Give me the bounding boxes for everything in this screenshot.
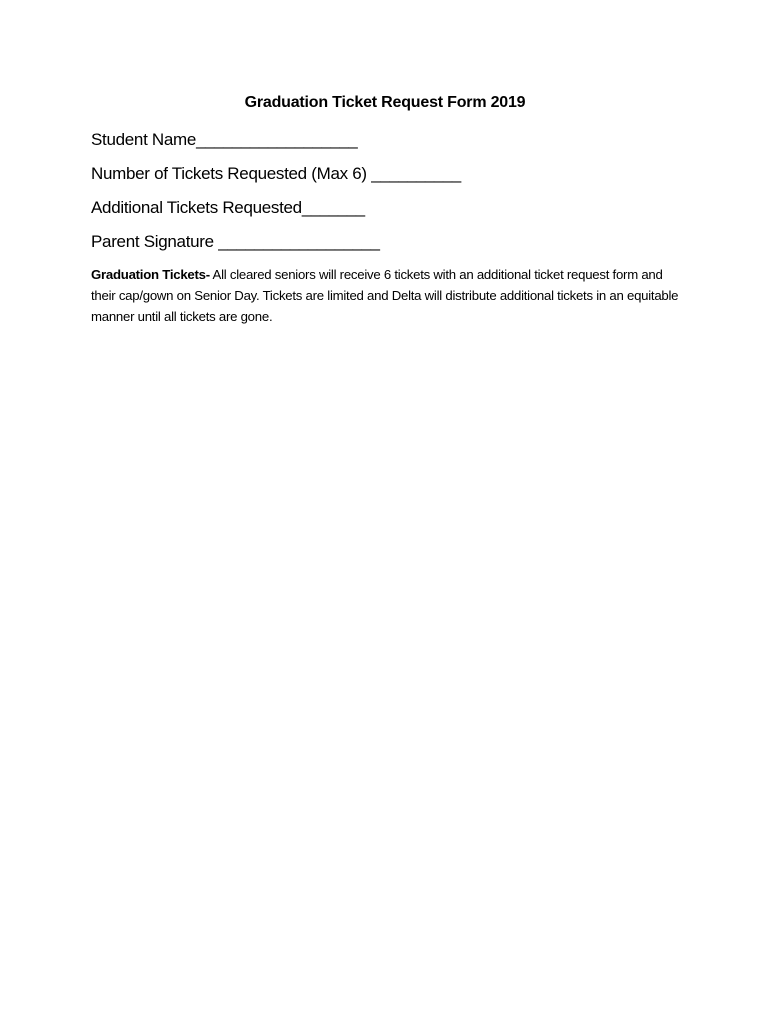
student-name-label: Student Name <box>91 130 197 149</box>
student-name-field <box>91 130 357 150</box>
form-title: Graduation Ticket Request Form 2019 <box>244 94 526 111</box>
parent-signature-field <box>91 232 379 252</box>
additional-tickets-label: Additional Tickets Requested <box>91 198 302 217</box>
student-name-blank: __________________ <box>196 130 358 149</box>
parent-signature-label: Parent Signature <box>91 232 219 251</box>
parent-signature-blank: __________________ <box>218 232 380 251</box>
tickets-requested-blank: __________ <box>371 164 461 183</box>
note-body: All cleared seniors will receive 6 tickets with an additional ticket request form and their cap/gown on Senior Day. Tickets are limited and Delta will distribute additional tickets in an equitable manner until all tickets are gone. <box>91 267 679 324</box>
additional-tickets-field <box>91 198 365 218</box>
graduation-tickets-note <box>91 264 681 327</box>
note-lead: Graduation Tickets- <box>91 267 210 282</box>
additional-tickets-blank: _______ <box>301 198 365 217</box>
tickets-requested-label: Number of Tickets Requested (Max 6) <box>91 164 372 183</box>
tickets-requested-field <box>91 164 461 184</box>
